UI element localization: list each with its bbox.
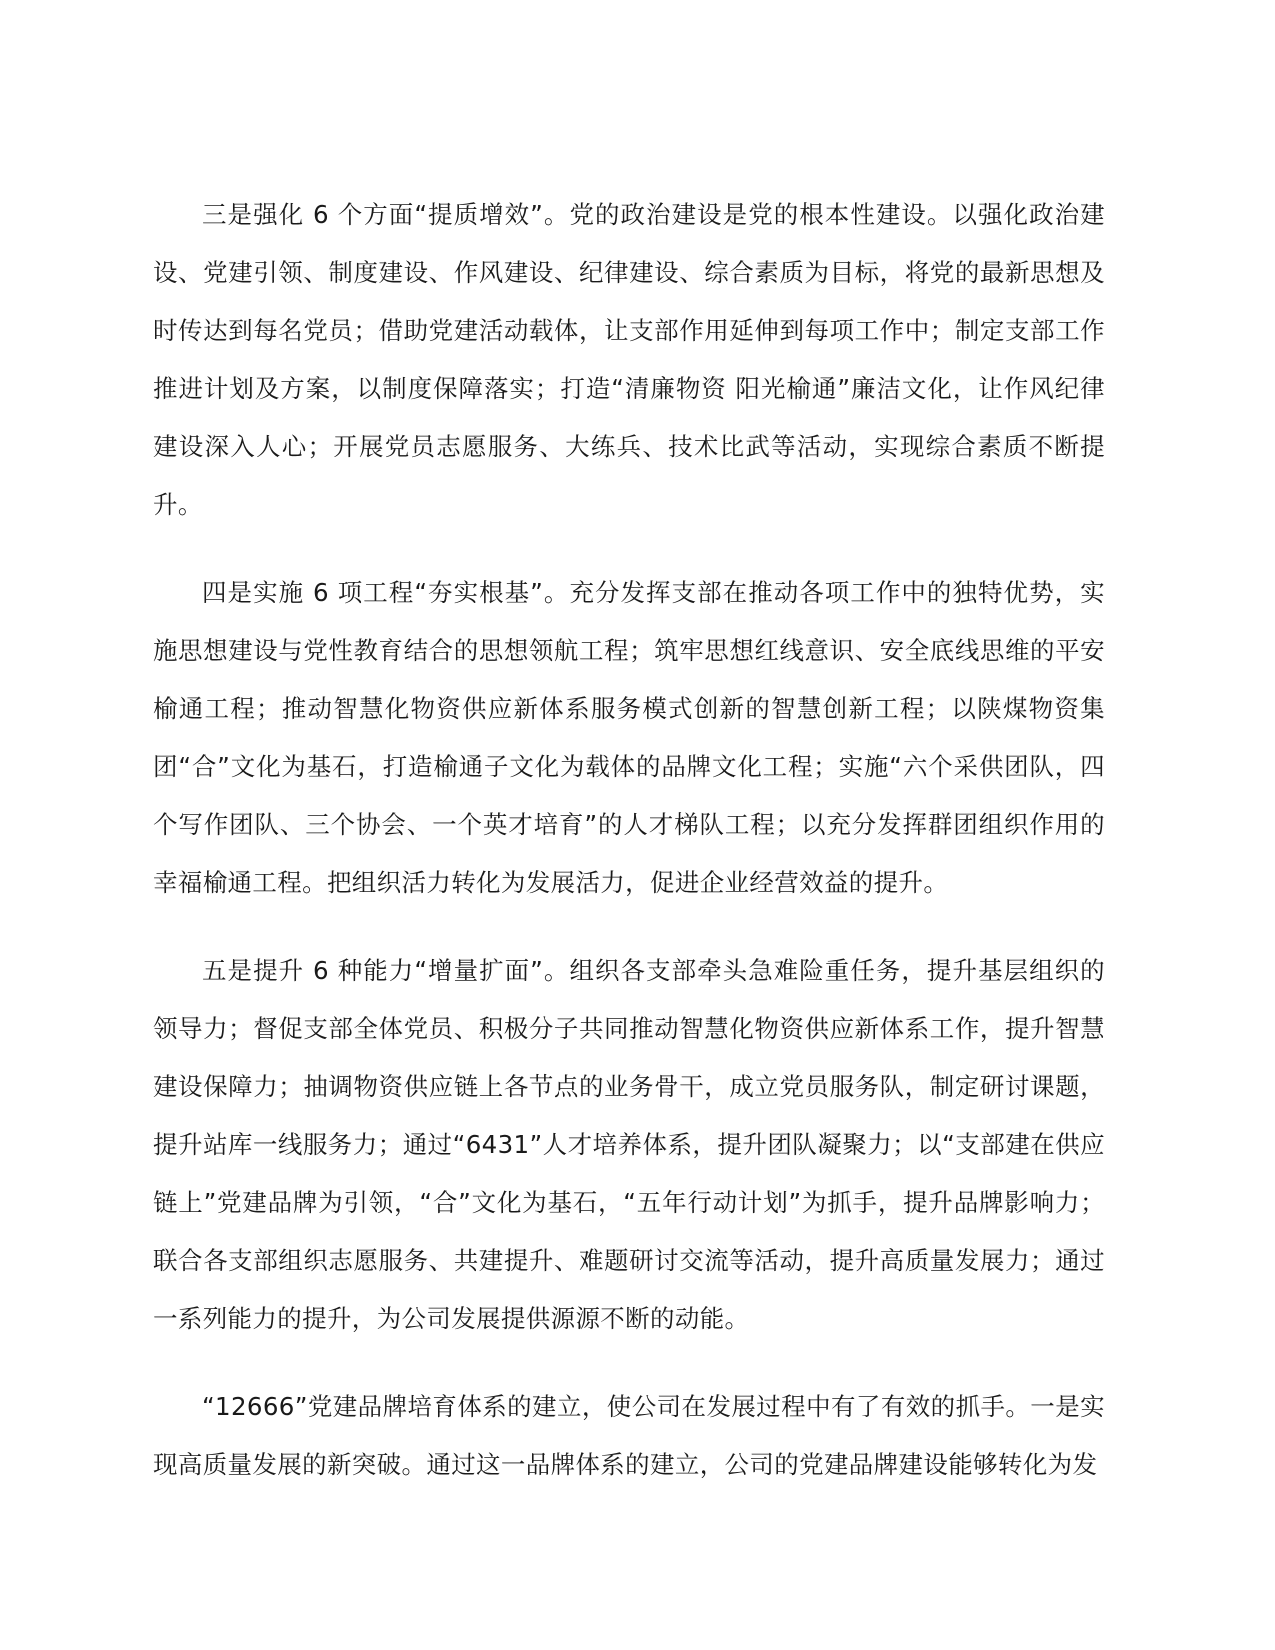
- paragraph-six-abilities: 五是提升 6 种能力“增量扩面”。组织各支部牵头急难险重任务，提升基层组织的领导力；督促支部全体党员、积极分子共同推动智慧化物资供应新体系工作，提升智慧建设保障力；抽调物资供应链上各节点的业务骨干，成立党员服务队，制定研讨课题，提升站库一线服务力；通过“6431”人才培养体系，提升团队凝聚力；以“支部建在供应链上”党建品牌为引领，“合”文化为基石，“五年行动计划”为抓手，提升品牌影响力；联合各支部组织志愿服务、共建提升、难题研讨交流等活动，提升高质量发展力；通过一系列能力的提升，为公司发展提供源源不断的动能。: [153, 956, 1105, 1333]
- paragraph-six-projects: 四是实施 6 项工程“夯实根基”。充分发挥支部在推动各项工作中的独特优势，实施思想建设与党性教育结合的思想领航工程；筑牢思想红线意识、安全底线思维的平安榆通工程；推动智慧化物资供应新体系服务模式创新的智慧创新工程；以陕煤物资集团“合”文化为基石，打造榆通子文化为载体的品牌文化工程；实施“六个采供团队，四个写作团队、三个协会、一个英才培育”的人才梯队工程；以充分发挥群团组织作用的幸福榆通工程。把组织活力转化为发展活力，促进企业经营效益的提升。: [153, 578, 1105, 897]
- paragraph-brand-system: “12666”党建品牌培育体系的建立，使公司在发展过程中有了有效的抓手。一是实现高质量发展的新突破。通过这一品牌体系的建立，公司的党建品牌建设能够转化为发: [153, 1392, 1105, 1479]
- document-body: [153, 186, 1105, 1494]
- paragraph-improve-quality: 三是强化 6 个方面“提质增效”。党的政治建设是党的根本性建设。以强化政治建设、党建引领、制度建设、作风建设、纪律建设、综合素质为目标，将党的最新思想及时传达到每名党员；借助党建活动载体，让支部作用延伸到每项工作中；制定支部工作推进计划及方案，以制度保障落实；打造“清廉物资 阳光榆通”廉洁文化，让作风纪律建设深入人心；开展党员志愿服务、大练兵、技术比武等活动，实现综合素质不断提升。: [153, 200, 1105, 519]
